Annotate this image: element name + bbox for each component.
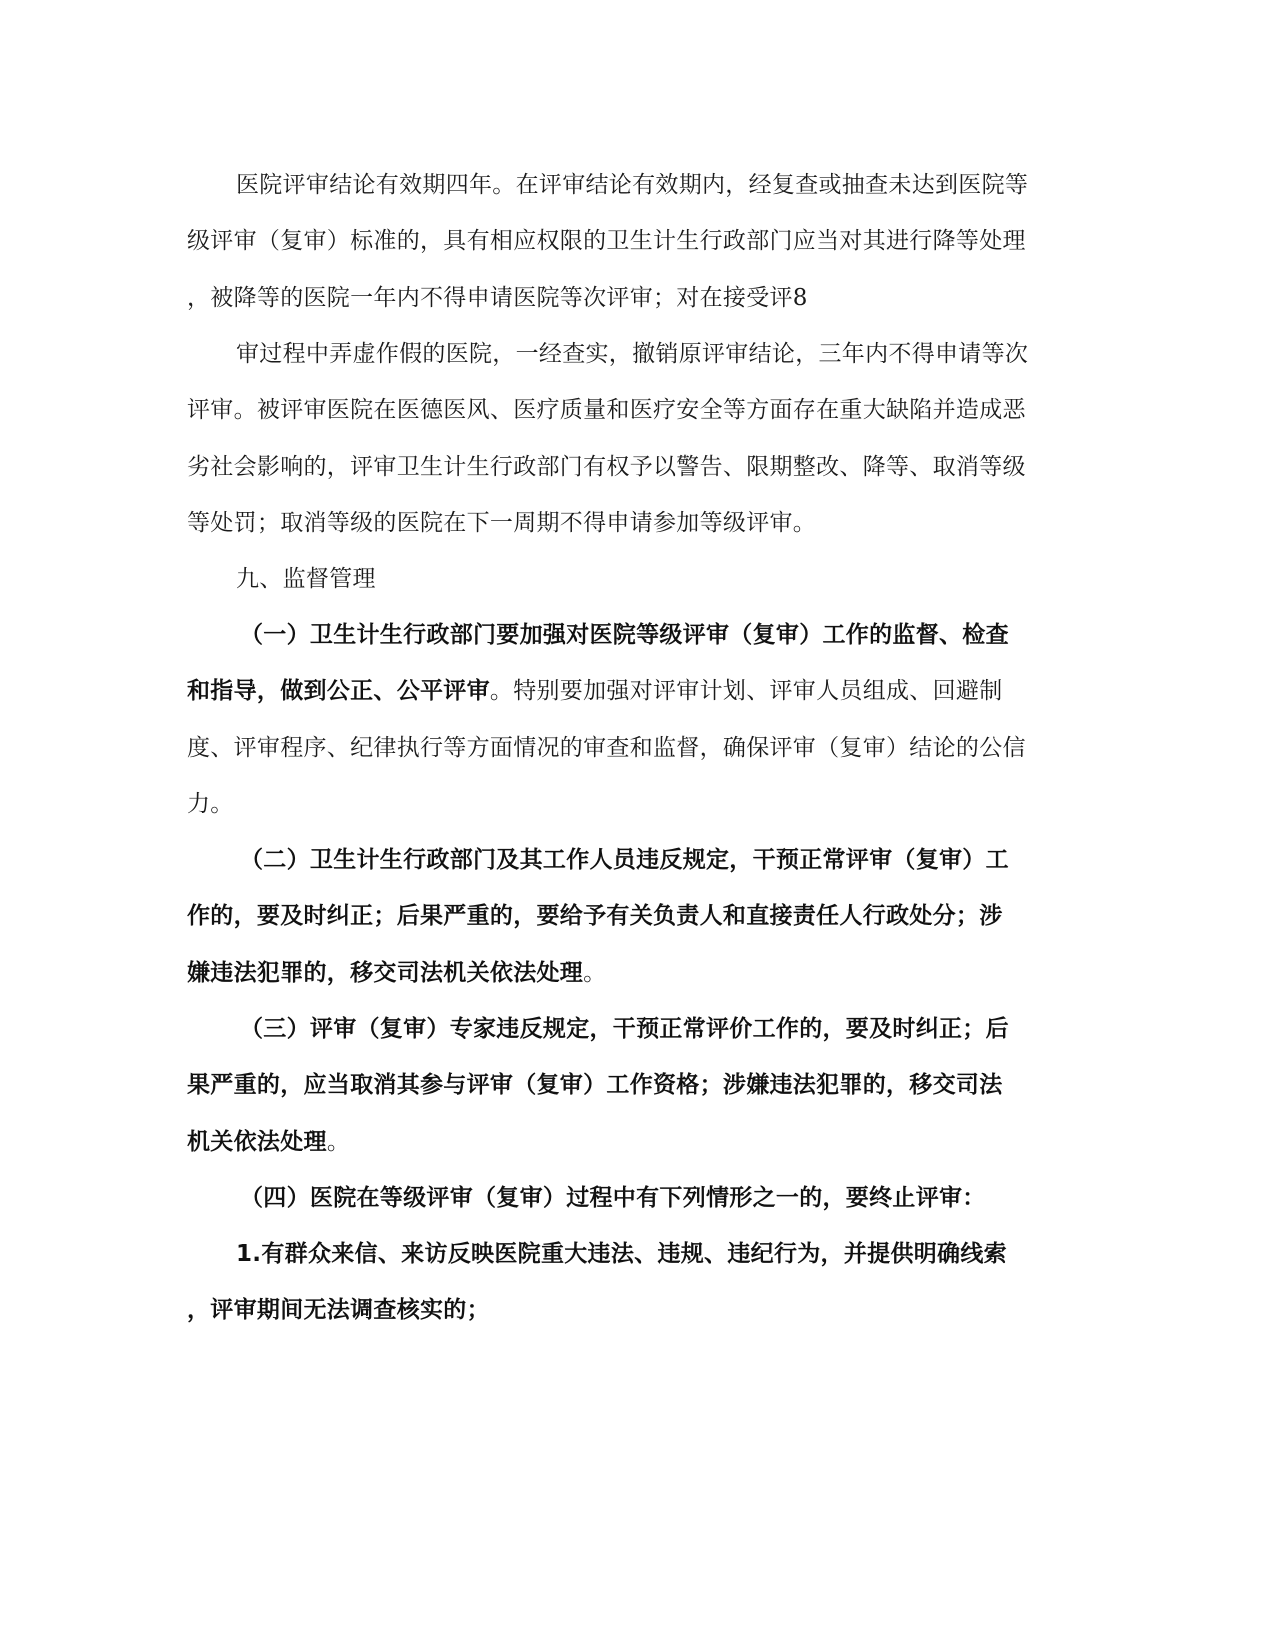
paragraph-line: 力。	[187, 791, 234, 817]
section-heading-text: 九、监督管理	[236, 566, 376, 592]
paragraph-line-mixed	[187, 1127, 350, 1157]
paragraph-line-bold: ，评审期间无法调查核实的；	[187, 1297, 490, 1323]
paragraph-line-bold: 1.有群众来信、来访反映医院重大违法、违规、违纪行为，并提供明确线索	[236, 1241, 1007, 1267]
bold-text: 机关依法处理	[187, 1129, 327, 1155]
normal-text: 。	[583, 960, 607, 986]
bold-text: 和指导，做到公正、公平评审	[187, 678, 490, 704]
paragraph-line-bold: 果严重的，应当取消其参与评审（复审）工作资格；涉嫌违法犯罪的，移交司法	[187, 1072, 1003, 1098]
paragraph-line: 审过程中弄虚作假的医院，一经查实，撤销原评审结论，三年内不得申请等次	[236, 341, 1029, 367]
paragraph-line-bold: 作的，要及时纠正；后果严重的，要给予有关负责人和直接责任人行政处分；涉	[187, 903, 1003, 929]
paragraph-line-bold: （二）卫生计生行政部门及其工作人员违反规定，干预正常评审（复审）工	[240, 847, 1009, 873]
paragraph-line-bold: （一）卫生计生行政部门要加强对医院等级评审（复审）工作的监督、检查	[240, 622, 1009, 648]
paragraph-line: 等处罚；取消等级的医院在下一周期不得申请参加等级评审。	[187, 510, 817, 536]
paragraph-line-mixed	[187, 676, 1003, 706]
paragraph-line: 级评审（复审）标准的，具有相应权限的卫生计生行政部门应当对其进行降等处理	[187, 228, 1026, 254]
paragraph-line-bold: （四）医院在等级评审（复审）过程中有下列情形之一的，要终止评审：	[240, 1185, 986, 1211]
paragraph-line: 评审。被评审医院在医德医风、医疗质量和医疗安全等方面存在重大缺陷并造成恶	[187, 397, 1026, 423]
paragraph-line: 医院评审结论有效期四年。在评审结论有效期内，经复查或抽查未达到医院等	[236, 172, 1029, 198]
normal-text: 。	[326, 1129, 351, 1155]
paragraph-line-mixed	[187, 958, 606, 988]
bold-text: 嫌违法犯罪的，移交司法机关依法处理	[187, 960, 584, 986]
paragraph-line: 度、评审程序、纪律执行等方面情况的审查和监督，确保评审（复审）结论的公信	[187, 735, 1026, 761]
paragraph-line: 劣社会影响的，评审卫生计生行政部门有权予以警告、限期整改、降等、取消等级	[187, 454, 1026, 480]
paragraph-line: ，被降等的医院一年内不得申请医院等次评审；对在接受评8	[187, 285, 808, 311]
normal-text: 。特别要加强对评审计划、评审人员组成、回避制	[489, 678, 1003, 704]
paragraph-line-bold: （三）评审（复审）专家违反规定，干预正常评价工作的，要及时纠正；后	[240, 1016, 1009, 1042]
